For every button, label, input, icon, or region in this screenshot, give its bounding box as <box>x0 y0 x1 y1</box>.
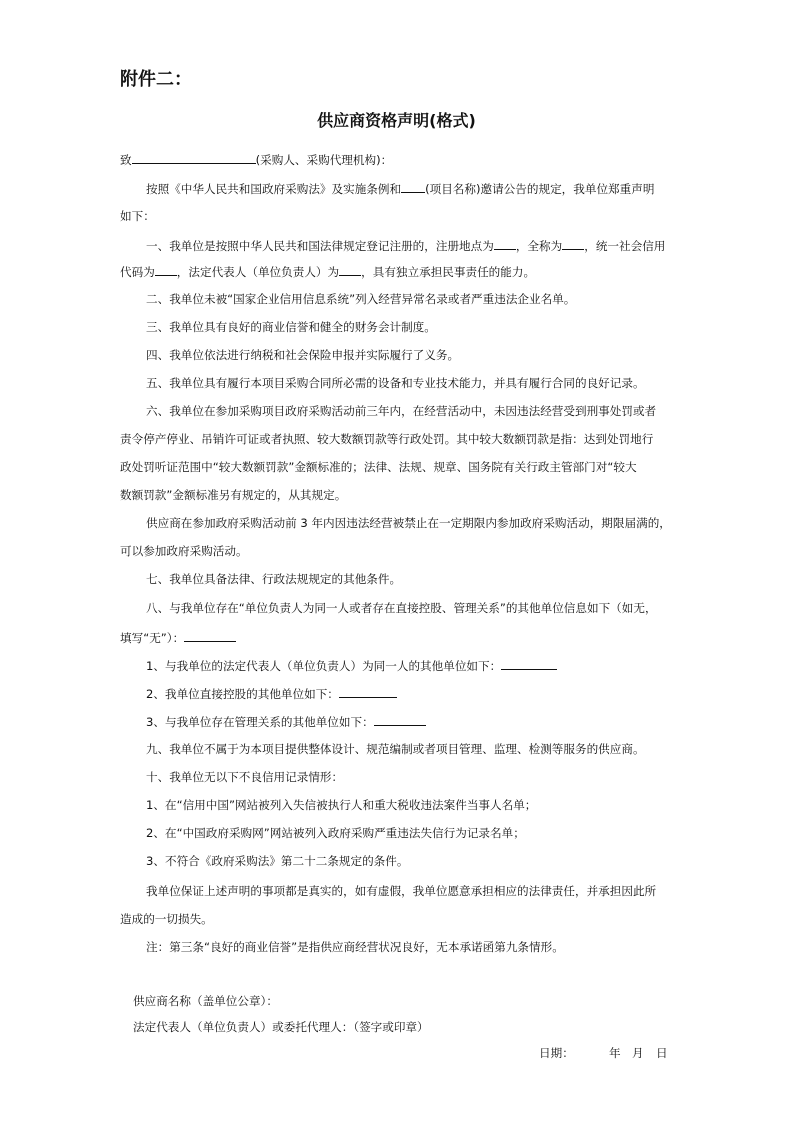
note: 注：第三条“良好的商业信誉”是指供应商经营状况良好，无本承诺函第九条情形。 <box>146 940 564 954</box>
full-name-blank <box>562 238 584 250</box>
clause-10-item-1: 1、在“信用中国”网站被列入失信被执行人和重大税收违法案件当事人名单； <box>146 798 537 812</box>
clause-1-text-a: 一、我单位是按照中华人民共和国法律规定登记注册的，注册地点为 <box>146 239 494 253</box>
clause-8-blank <box>184 630 236 642</box>
registration-place-blank <box>494 238 516 250</box>
clause-8-item-2 <box>146 686 706 701</box>
clause-8-item-3-blank <box>374 714 426 726</box>
to-prefix: 致 <box>120 153 132 167</box>
clause-8-item-1-blank <box>501 658 557 670</box>
date-day: 日 <box>656 1046 668 1060</box>
clause-1-line-2 <box>120 264 680 279</box>
intro-line-1 <box>146 181 706 196</box>
clause-8-item-3-text: 3、与我单位存在管理关系的其他单位如下： <box>146 715 374 729</box>
addressee-line <box>120 152 680 167</box>
clause-6-line-3: 政处罚听证范围中“较大数额罚款”金额标准的；法律、法规、规章、国务院有关行政主管部门对“较大 <box>120 460 637 474</box>
clause-8-line-1: 八、与我单位存在“单位负责人为同一人或者存在直接控股、管理关系”的其他单位信息如下（如无， <box>146 601 657 615</box>
clause-8-text: 填写“无”）： <box>120 631 185 645</box>
clause-7: 七、我单位具备法律、行政法规规定的其他条件。 <box>146 572 402 586</box>
clause-8-item-3 <box>146 714 706 729</box>
clause-6-line-4: 数额罚款”金额标准另有规定的，从其规定。 <box>120 488 347 502</box>
clause-10-item-3: 3、不符合《政府采购法》第二十二条规定的条件。 <box>146 854 409 868</box>
clause-6-line-1: 六、我单位在参加采购项目政府采购活动前三年内，在经营活动中，未因违法经营受到刑事处罚或者 <box>146 404 657 418</box>
attachment-label: 附件二： <box>120 69 192 90</box>
clause-8-line-2 <box>120 630 680 645</box>
legal-rep-blank <box>339 264 361 276</box>
clause-10: 十、我单位无以下不良信用记录情形： <box>146 770 344 784</box>
clause-8-item-1-text: 1、与我单位的法定代表人（单位负责人）为同一人的其他单位如下： <box>146 659 502 673</box>
clause-6b-line-2: 可以参加政府采购活动。 <box>120 544 248 558</box>
clause-1-text-f: ，具有独立承担民事责任的能力。 <box>361 265 536 279</box>
clause-1-text-b: ，全称为 <box>515 239 563 253</box>
document-title: 供应商资格声明(格式) <box>317 111 476 130</box>
date-label: 日期： <box>539 1046 574 1060</box>
clause-1-text-c: ，统一社会信用 <box>584 239 666 253</box>
clause-1-text-d: 代码为 <box>120 265 155 279</box>
clause-6b-line-1: 供应商在参加政府采购活动前 3 年内因违法经营被禁止在一定期限内参加政府采购活动，期限届满的， <box>146 516 671 530</box>
clause-10-item-2: 2、在“中国政府采购网”网站被列入政府采购严重违法失信行为记录名单； <box>146 826 525 840</box>
clause-8-item-1 <box>146 658 706 673</box>
clause-8-item-2-blank <box>339 686 397 698</box>
clause-9: 九、我单位不属于为本项目提供整体设计、规范编制或者项目管理、监理、检测等服务的供应商。 <box>146 742 645 756</box>
clause-4: 四、我单位依法进行纳税和社会保险申报并实际履行了义务。 <box>146 348 460 362</box>
legal-rep-label: 法定代表人（单位负责人）或委托代理人：（签字或印章） <box>133 1020 429 1034</box>
guarantee-line-1: 我单位保证上述声明的事项都是真实的，如有虚假，我单位愿意承担相应的法律责任，并承担因此所 <box>146 884 657 898</box>
clause-3: 三、我单位具有良好的商业信誉和健全的财务会计制度。 <box>146 320 436 334</box>
clause-8-item-2-text: 2、我单位直接控股的其他单位如下： <box>146 687 339 701</box>
credit-code-blank <box>155 264 177 276</box>
clause-2: 二、我单位未被“国家企业信用信息系统”列入经营异常名录或者严重违法企业名单。 <box>146 292 576 306</box>
intro-text-b: (项目名称)邀请公告的规定，我单位郑重声明 <box>425 182 655 196</box>
date-month: 月 <box>632 1046 644 1060</box>
guarantee-line-2: 造成的一切损失。 <box>120 912 213 926</box>
supplier-name-label: 供应商名称（盖单位公章）： <box>133 994 278 1008</box>
intro-line-2: 如下： <box>120 209 155 223</box>
intro-text-a: 按照《中华人民共和国政府采购法》及实施条例和 <box>146 182 402 196</box>
project-name-blank <box>401 181 425 193</box>
addressee-blank <box>132 152 256 164</box>
clause-1-text-e: ，法定代表人（单位负责人）为 <box>176 265 340 279</box>
clause-1-line-1 <box>146 238 706 253</box>
to-suffix: (采购人、采购代理机构)： <box>255 153 393 167</box>
clause-5: 五、我单位具有履行本项目采购合同所必需的设备和专业技术能力，并具有履行合同的良好记录。 <box>146 376 645 390</box>
date-year: 年 <box>609 1046 621 1060</box>
clause-6-line-2: 责令停产停业、吊销许可证或者执照、较大数额罚款等行政处罚。其中较大数额罚款是指：达到处罚地行 <box>120 432 654 446</box>
